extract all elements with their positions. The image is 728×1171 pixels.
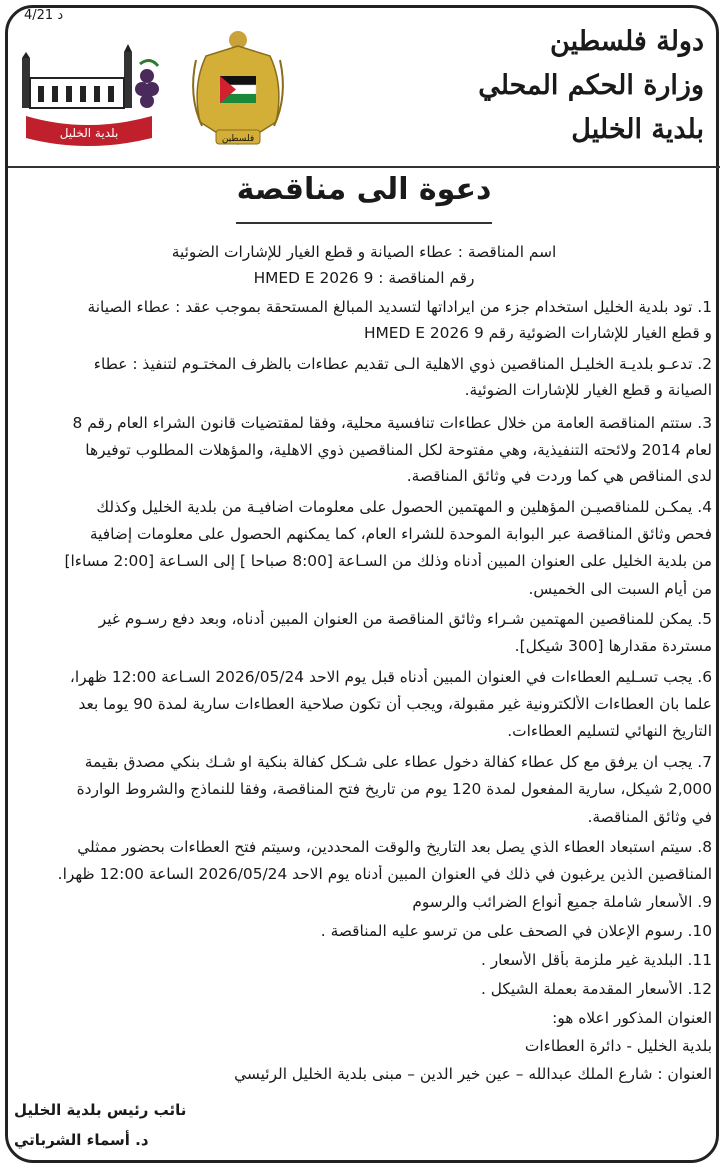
body-line: 3. ستتم المناقصة العامة من خلال عطاءات تنافسية محلية، وفقا لمقتضيات قانون الشراء العام رقم 8 bbox=[72, 414, 712, 432]
body-line: 6. يجب تسـليم العطاءات في العنوان المبين أدناه قبل يوم الاحد 2026/05/24 السـاعة 12:00 ظهرا، bbox=[69, 668, 712, 686]
body-line: لدى المناقص هي كما وردت في وثائق المناقصة. bbox=[406, 467, 712, 485]
body-line: 2. تدعـو بلديـة الخليـل المناقصين ذوي الاهلية الـى تقديم عطاءات بالظرف المختـوم لتنفيذ : عطاء bbox=[93, 355, 712, 373]
body-line: 9. الأسعار شاملة جميع أنواع الضرائب والرسوم bbox=[412, 893, 712, 911]
header-text bbox=[478, 20, 704, 152]
signature-name: د. أسماء الشرباتي bbox=[14, 1131, 149, 1149]
body-line: العنوان المذكور اعلاه هو: bbox=[552, 1009, 712, 1027]
body-line: من بلدية الخليل على العنوان المبين أدناه وذلك من السـاعة [8:00 صباحا ] إلى السـاعة [2:00 مساءا] bbox=[64, 552, 712, 570]
body-line: 10. رسوم الإعلان في الصحف على من ترسو عليه المناقصة . bbox=[320, 922, 712, 940]
body-line: بلدية الخليل - دائرة العطاءات bbox=[524, 1037, 712, 1055]
palestine-eagle-emblem-icon bbox=[186, 26, 290, 154]
corner-reference: 4/21 د bbox=[24, 8, 64, 23]
hebron-municipality-logo-icon bbox=[12, 34, 162, 152]
body-line: في وثائق المناقصة. bbox=[587, 808, 712, 826]
municipality-name: بلدية الخليل bbox=[571, 114, 704, 145]
header-divider bbox=[8, 166, 720, 168]
body-line: 1. تود بلدية الخليل استخدام جزء من ايراداتها لتسديد المبالغ المستحقة بموجب عقد : عطاء الصيانة bbox=[87, 298, 712, 316]
body-line: مستردة مقدارها [300 شيكل]. bbox=[514, 637, 712, 655]
body-line: 2,000 شيكل، سارية المفعول لمدة 120 يوم من تاريخ فتح المناقصة، وفقا للنماذج والشروط الواردة bbox=[76, 780, 712, 798]
state-name: دولة فلسطين bbox=[550, 26, 704, 57]
body-line: المناقصين الذين يرغبون في ذلك في العنوان المبين أدناه يوم الاحد 2026/05/24 الساعة 12:00 ظهرا. bbox=[57, 865, 712, 883]
body-line: 11. البلدية غير ملزمة بأقل الأسعار . bbox=[480, 951, 712, 969]
tender-name: اسم المناقصة : عطاء الصيانة و قطع الغيار للإشارات الضوئية bbox=[171, 243, 557, 261]
body-line: العنوان : شارع الملك عبدالله – عين خير الدين – مبنى بلدية الخليل الرئيسي bbox=[234, 1065, 712, 1083]
body-line: 7. يجب ان يرفق مع كل عطاء كفالة دخول عطاء على شـكل كفالة بنكية او شـك بنكي مصدق بقيمة bbox=[84, 753, 712, 771]
body-line: فحص وثائق المناقصة عبر البوابة الموحدة للشراء العام، كما يمكنهم الحصول على معلومات إضافية bbox=[89, 525, 712, 543]
body-line: علما بان العطاءات الألكترونية غير مقبولة، ويجب أن تكون صلاحية العطاءات سارية لمدة 90 يوما بعد bbox=[78, 695, 712, 713]
body-line: الصيانة و قطع الغيار للإشارات الضوئية. bbox=[464, 381, 712, 399]
signature-role: نائب رئيس بلدية الخليل bbox=[14, 1101, 187, 1119]
body-line: التاريخ النهائي لتسليم العطاءات. bbox=[507, 722, 712, 740]
ministry-name: وزارة الحكم المحلي bbox=[478, 70, 704, 101]
muni-logo-text: بلدية الخليل bbox=[59, 126, 119, 140]
tender-number: رقم المناقصة : 9 HMED E 2026 bbox=[253, 269, 475, 287]
title-underline bbox=[236, 222, 492, 224]
body-line: 4. يمكـن للمناقصيـن المؤهلين و المهتمين الحصول على معلومات اضافيـة من بلدية الخليل وكذلك bbox=[96, 498, 712, 516]
page-title: دعوة الى مناقصة bbox=[236, 172, 492, 207]
body-line: من أيام السبت الى الخميس. bbox=[528, 580, 712, 598]
body-line: و قطع الغيار للإشارات الضوئية رقم 9 HMED E 2026 bbox=[363, 324, 712, 342]
body-line: 12. الأسعار المقدمة بعملة الشيكل . bbox=[480, 980, 712, 998]
emblem-text: فلسطين bbox=[221, 134, 255, 144]
body-line: 8. سيتم استبعاد العطاء الذي يصل بعد التاريخ والوقت المحددين، وسيتم فتح العطاءات بحضور ممثلي bbox=[77, 838, 712, 856]
body-line: لعام 2014 ولائحته التنفيذية، وهي مفتوحة لكل المناقصين ذوي الاهلية، والمؤهلات المطلوب توفيرها bbox=[85, 441, 712, 459]
body-line: 5. يمكن للمناقصين المهتمين شـراء وثائق المناقصة من العنوان المبين أدناه، وبعد دفع رسـوم غير bbox=[98, 610, 712, 628]
